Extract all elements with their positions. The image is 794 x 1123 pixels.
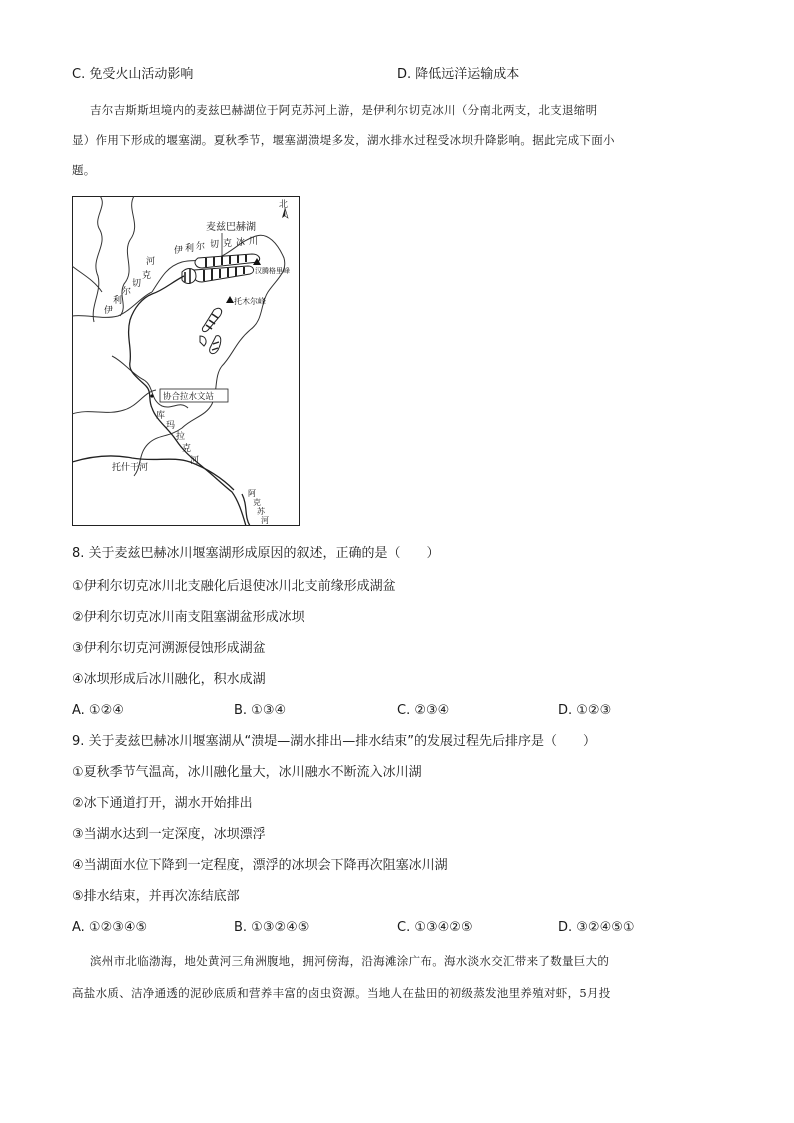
- glacier-label-char: 尔: [196, 242, 206, 252]
- glacier-label-char: 冰: [236, 238, 246, 248]
- passage2-line-2: 高盐水质、洁净通透的泥砂底质和营养丰富的卤虫资源。当地人在盐田的初级蒸发池里养殖对虾，5月投: [72, 986, 611, 1000]
- q9-option-b[interactable]: B. ①③②④⑤: [234, 920, 310, 935]
- glacier-label-char: 利: [185, 244, 195, 254]
- north-label: 北: [279, 200, 289, 210]
- river-label-char: 伊: [104, 306, 114, 316]
- river-label-char: 阿: [248, 489, 256, 498]
- peak1-label: 汉腾格里峰: [255, 267, 290, 275]
- river3-label: 托什干河: [112, 463, 149, 473]
- river-label-char: 切: [132, 279, 142, 289]
- glacier-lake-map: [72, 196, 300, 526]
- river-label-char: 克: [253, 498, 261, 507]
- glacier-label-char: 切: [210, 240, 220, 250]
- q8-option-b[interactable]: B. ①③④: [234, 703, 287, 718]
- q9-item-2: ②冰下通道打开，湖水开始排出: [72, 796, 253, 811]
- glacier-label-char: 伊: [174, 246, 184, 256]
- q9-item-3: ③当湖水达到一定深度，冰坝漂浮: [72, 827, 266, 842]
- glacier-label-char: 克: [223, 239, 233, 249]
- q8-option-d[interactable]: D. ①②③: [558, 703, 612, 718]
- q8-option-a[interactable]: A. ①②④: [72, 703, 124, 718]
- lake-label: 麦兹巴赫湖: [206, 222, 256, 233]
- q8-item-4: ④冰坝形成后冰川融化，积水成湖: [72, 672, 266, 687]
- q9-stem: 9. 关于麦兹巴赫冰川堰塞湖从“溃堤—湖水排出—排水结束”的发展过程先后排序是（ ）: [72, 734, 597, 749]
- station-label: 协合拉水文站: [163, 392, 215, 402]
- q9-item-4: ④当湖面水位下降到一定程度，漂浮的冰坝会下降再次阻塞冰川湖: [72, 858, 448, 873]
- river-label-char: 拉: [176, 432, 186, 442]
- river-label-char: 克: [142, 271, 152, 281]
- intro-line-2: 显）作用下形成的堰塞湖。夏秋季节，堰塞湖溃堤多发，湖水排水过程受冰坝升降影响。据此完成下面小: [72, 133, 615, 147]
- q9-option-c[interactable]: C. ①③④②⑤: [397, 920, 473, 935]
- glacier-label-char: 川: [249, 237, 259, 247]
- intro-line-3: 题。: [72, 163, 96, 177]
- river-label-char: 尔: [122, 287, 132, 297]
- q8-stem: 8. 关于麦兹巴赫冰川堰塞湖形成原因的叙述，正确的是（ ）: [72, 546, 440, 561]
- passage2-line-1: 滨州市北临渤海，地处黄河三角洲腹地，拥河傍海，沿海滩涂广布。海水淡水交汇带来了数量巨大的: [90, 954, 610, 968]
- q8-item-1: ①伊利尔切克冰川北支融化后退使冰川北支前缘形成湖盆: [72, 579, 396, 594]
- river-label-char: 利: [113, 296, 123, 306]
- option-c: C. 免受火山活动影响: [72, 67, 194, 82]
- q9-item-5: ⑤排水结束，并再次冻结底部: [72, 889, 240, 904]
- q8-item-3: ③伊利尔切克河溯源侵蚀形成湖盆: [72, 641, 266, 656]
- river-label-char: 河: [190, 456, 200, 466]
- q8-option-c[interactable]: C. ②③④: [397, 703, 450, 718]
- river-label-char: 克: [182, 444, 192, 454]
- q9-option-a[interactable]: A. ①②③④⑤: [72, 920, 148, 935]
- q8-item-2: ②伊利尔切克冰川南支阻塞湖盆形成冰坝: [72, 610, 305, 625]
- river-label-char: 玛: [166, 421, 176, 431]
- option-d: D. 降低远洋运输成本: [397, 67, 520, 82]
- river-label-char: 苏: [257, 507, 265, 516]
- river-label-char: 河: [261, 516, 269, 525]
- intro-line-1: 吉尔吉斯斯坦境内的麦兹巴赫湖位于阿克苏河上游，是伊利尔切克冰川（分南北两支，北支退缩明: [90, 103, 598, 117]
- q9-item-1: ①夏秋季节气温高，冰川融化量大，冰川融水不断流入冰川湖: [72, 765, 422, 780]
- river-label-char: 河: [146, 257, 156, 267]
- river-label-char: 库: [156, 411, 166, 421]
- q9-option-d[interactable]: D. ③②④⑤①: [558, 920, 635, 935]
- peak2-label: 托木尔峰: [234, 297, 266, 306]
